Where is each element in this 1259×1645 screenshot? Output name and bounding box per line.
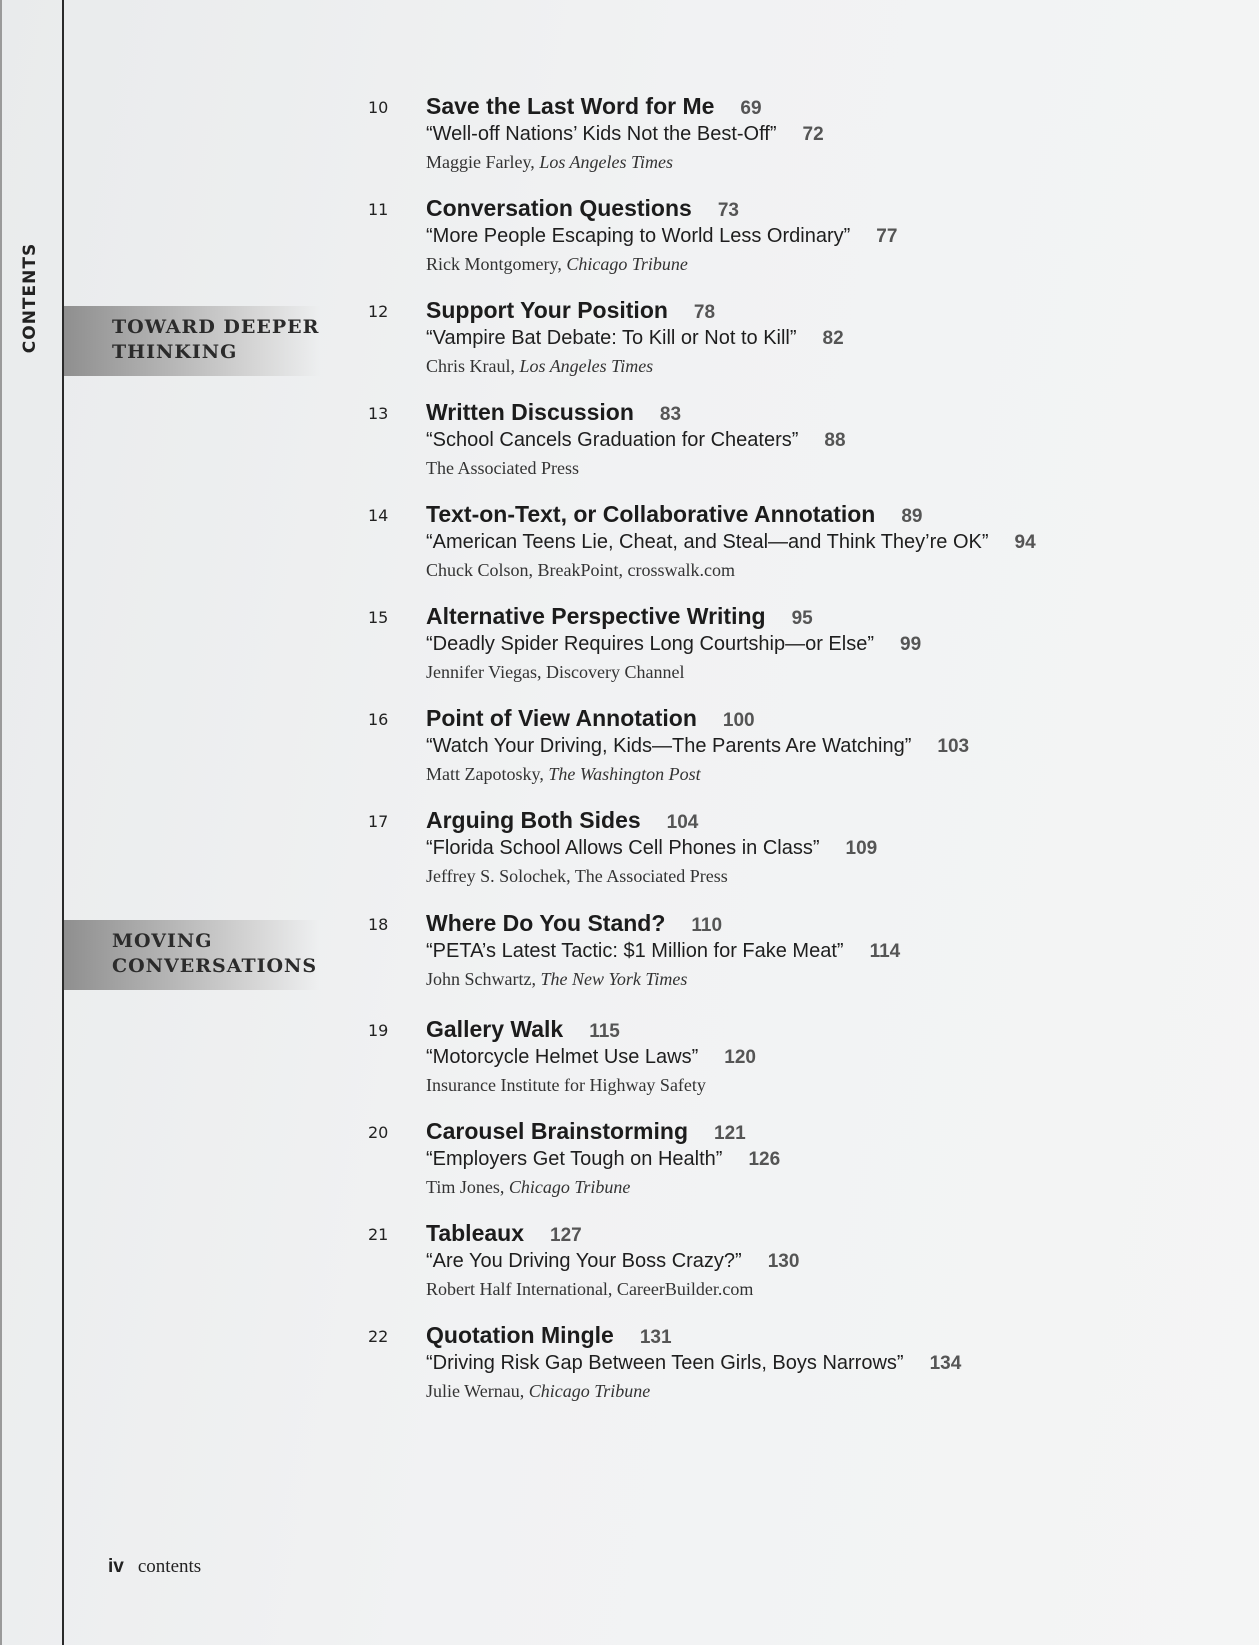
article-source [426,152,673,173]
publication: Chicago Tribune [508,1177,631,1197]
article-page: 94 [1014,532,1036,553]
article-title: “School Cancels Graduation for Cheaters” [426,429,799,451]
chapter-page: 110 [691,915,723,936]
chapter-page: 115 [589,1021,620,1042]
author: Robert Half International, CareerBuilder.com [426,1279,754,1299]
chapter-number: 19 [368,1021,389,1040]
article-source [426,1381,650,1402]
chapter-number: 17 [368,812,389,831]
chapter-title: Conversation Questions [426,195,692,221]
chapter-page: 83 [659,404,682,425]
article-page: 130 [767,1251,800,1272]
article-source [426,458,579,479]
article-title: “Driving Risk Gap Between Teen Girls, Boys Narrows” [426,1352,904,1374]
chapter-number: 14 [368,506,389,525]
publication: The Washington Post [548,764,701,784]
article-page: 82 [822,328,844,349]
article-title: “Watch Your Driving, Kids—The Parents Are Watching” [426,735,912,757]
article-page: 103 [937,736,970,757]
chapter-number: 10 [368,98,389,117]
chapter-title: Carousel Brainstorming [426,1118,688,1144]
article-source [426,662,685,683]
article-source [426,356,653,377]
chapter-page: 121 [714,1123,746,1144]
chapter-page: 100 [722,710,755,731]
chapter-number: 15 [368,608,389,627]
chapter-title: Where Do You Stand? [426,910,666,936]
article-page: 99 [900,634,922,655]
author: Chuck Colson, BreakPoint, crosswalk.com [426,560,735,580]
chapter-title: Point of View Annotation [426,705,697,731]
chapter-number: 22 [368,1327,389,1346]
margin-rule [62,0,64,1645]
chapter-title: Support Your Position [426,297,668,323]
section-label: MOVING CONVERSATIONS [112,930,318,977]
article-source [426,1279,753,1300]
author: Insurance Institute for Highway Safety [426,1075,706,1095]
chapter-page: 73 [717,200,739,221]
author: Tim Jones, [426,1177,509,1197]
article-page: 126 [748,1149,781,1170]
author: Jennifer Viegas, Discovery Channel [426,662,685,682]
chapter-title: Quotation Mingle [426,1322,614,1348]
footer-label: contents [137,1556,202,1577]
chapter-number: 21 [368,1225,389,1244]
author: Matt Zapotosky, [426,764,549,784]
chapter-number: 16 [368,710,389,729]
chapter-title: Tableaux [426,1220,524,1246]
section-band-toward-deeper-thinking [64,306,320,376]
article-title: “Deadly Spider Requires Long Courtship—or Else” [426,633,874,655]
chapter-page: 131 [639,1327,672,1348]
section-band-moving-conversations [64,920,320,990]
article-title: “Motorcycle Helmet Use Laws” [426,1046,699,1068]
author: Julie Wernau, [426,1381,529,1401]
chapter-number: 18 [368,915,389,934]
publication: Los Angeles Times [539,152,673,172]
article-page: 77 [876,226,898,247]
chapter-number: 11 [368,200,389,219]
article-title: “Florida School Allows Cell Phones in Class” [426,837,820,859]
side-label [10,243,50,353]
chapter-title: Text-on-Text, or Collaborative Annotation [426,501,876,527]
chapter-title: Save the Last Word for Me [426,93,715,119]
page-footer [108,1556,201,1578]
article-source [426,1075,706,1096]
article-source [426,254,688,275]
publication: Chicago Tribune [528,1381,651,1401]
chapter-title: Gallery Walk [426,1016,564,1042]
section-label: TOWARD DEEPER THINKING [112,316,320,363]
article-title: “PETA’s Latest Tactic: $1 Million for Fake Meat” [426,940,844,962]
author: The Associated Press [426,458,579,478]
chapter-page: 89 [901,506,923,527]
page-edge [0,0,2,1645]
chapter-title: Written Discussion [426,399,634,425]
chapter-page: 104 [666,812,699,833]
article-page: 114 [869,941,901,962]
chapter-number: 20 [368,1123,389,1142]
article-title: “More People Escaping to World Less Ordinary” [426,225,851,247]
article-page: 109 [845,838,878,859]
publication: Chicago Tribune [566,254,688,274]
article-title: “American Teens Lie, Cheat, and Steal—and Think They’re OK” [426,531,989,553]
article-source [426,969,687,990]
article-source [426,560,735,581]
article-title: “Well-off Nations’ Kids Not the Best-Off” [426,123,777,145]
article-source [426,764,701,785]
article-page: 120 [724,1047,756,1068]
author: Jeffrey S. Solochek, The Associated Press [426,866,728,886]
chapter-number: 12 [368,302,389,321]
chapter-page: 78 [693,302,716,323]
chapter-title: Arguing Both Sides [426,807,641,833]
chapter-page: 95 [791,608,813,629]
chapter-title: Alternative Perspective Writing [426,603,766,629]
chapter-number: 13 [368,404,389,423]
chapter-page: 127 [550,1225,582,1246]
author: Maggie Farley, [426,152,540,172]
article-page: 134 [929,1353,962,1374]
article-title: “Employers Get Tough on Health” [426,1148,723,1170]
page-number: iv [108,1556,124,1577]
author: Chris Kraul, [426,356,520,376]
article-title: “Are You Driving Your Boss Crazy?” [426,1250,742,1272]
author: John Schwartz, [426,969,541,989]
article-title: “Vampire Bat Debate: To Kill or Not to Kill” [426,327,797,349]
author: Rick Montgomery, [426,254,567,274]
article-source [426,1177,630,1198]
publication: The New York Times [540,969,688,989]
article-page: 88 [824,430,846,451]
side-label-text: CONTENTS [20,242,40,354]
article-source [426,866,728,887]
article-page: 72 [802,124,824,145]
chapter-page: 69 [740,98,762,119]
publication: Los Angeles Times [519,356,654,376]
